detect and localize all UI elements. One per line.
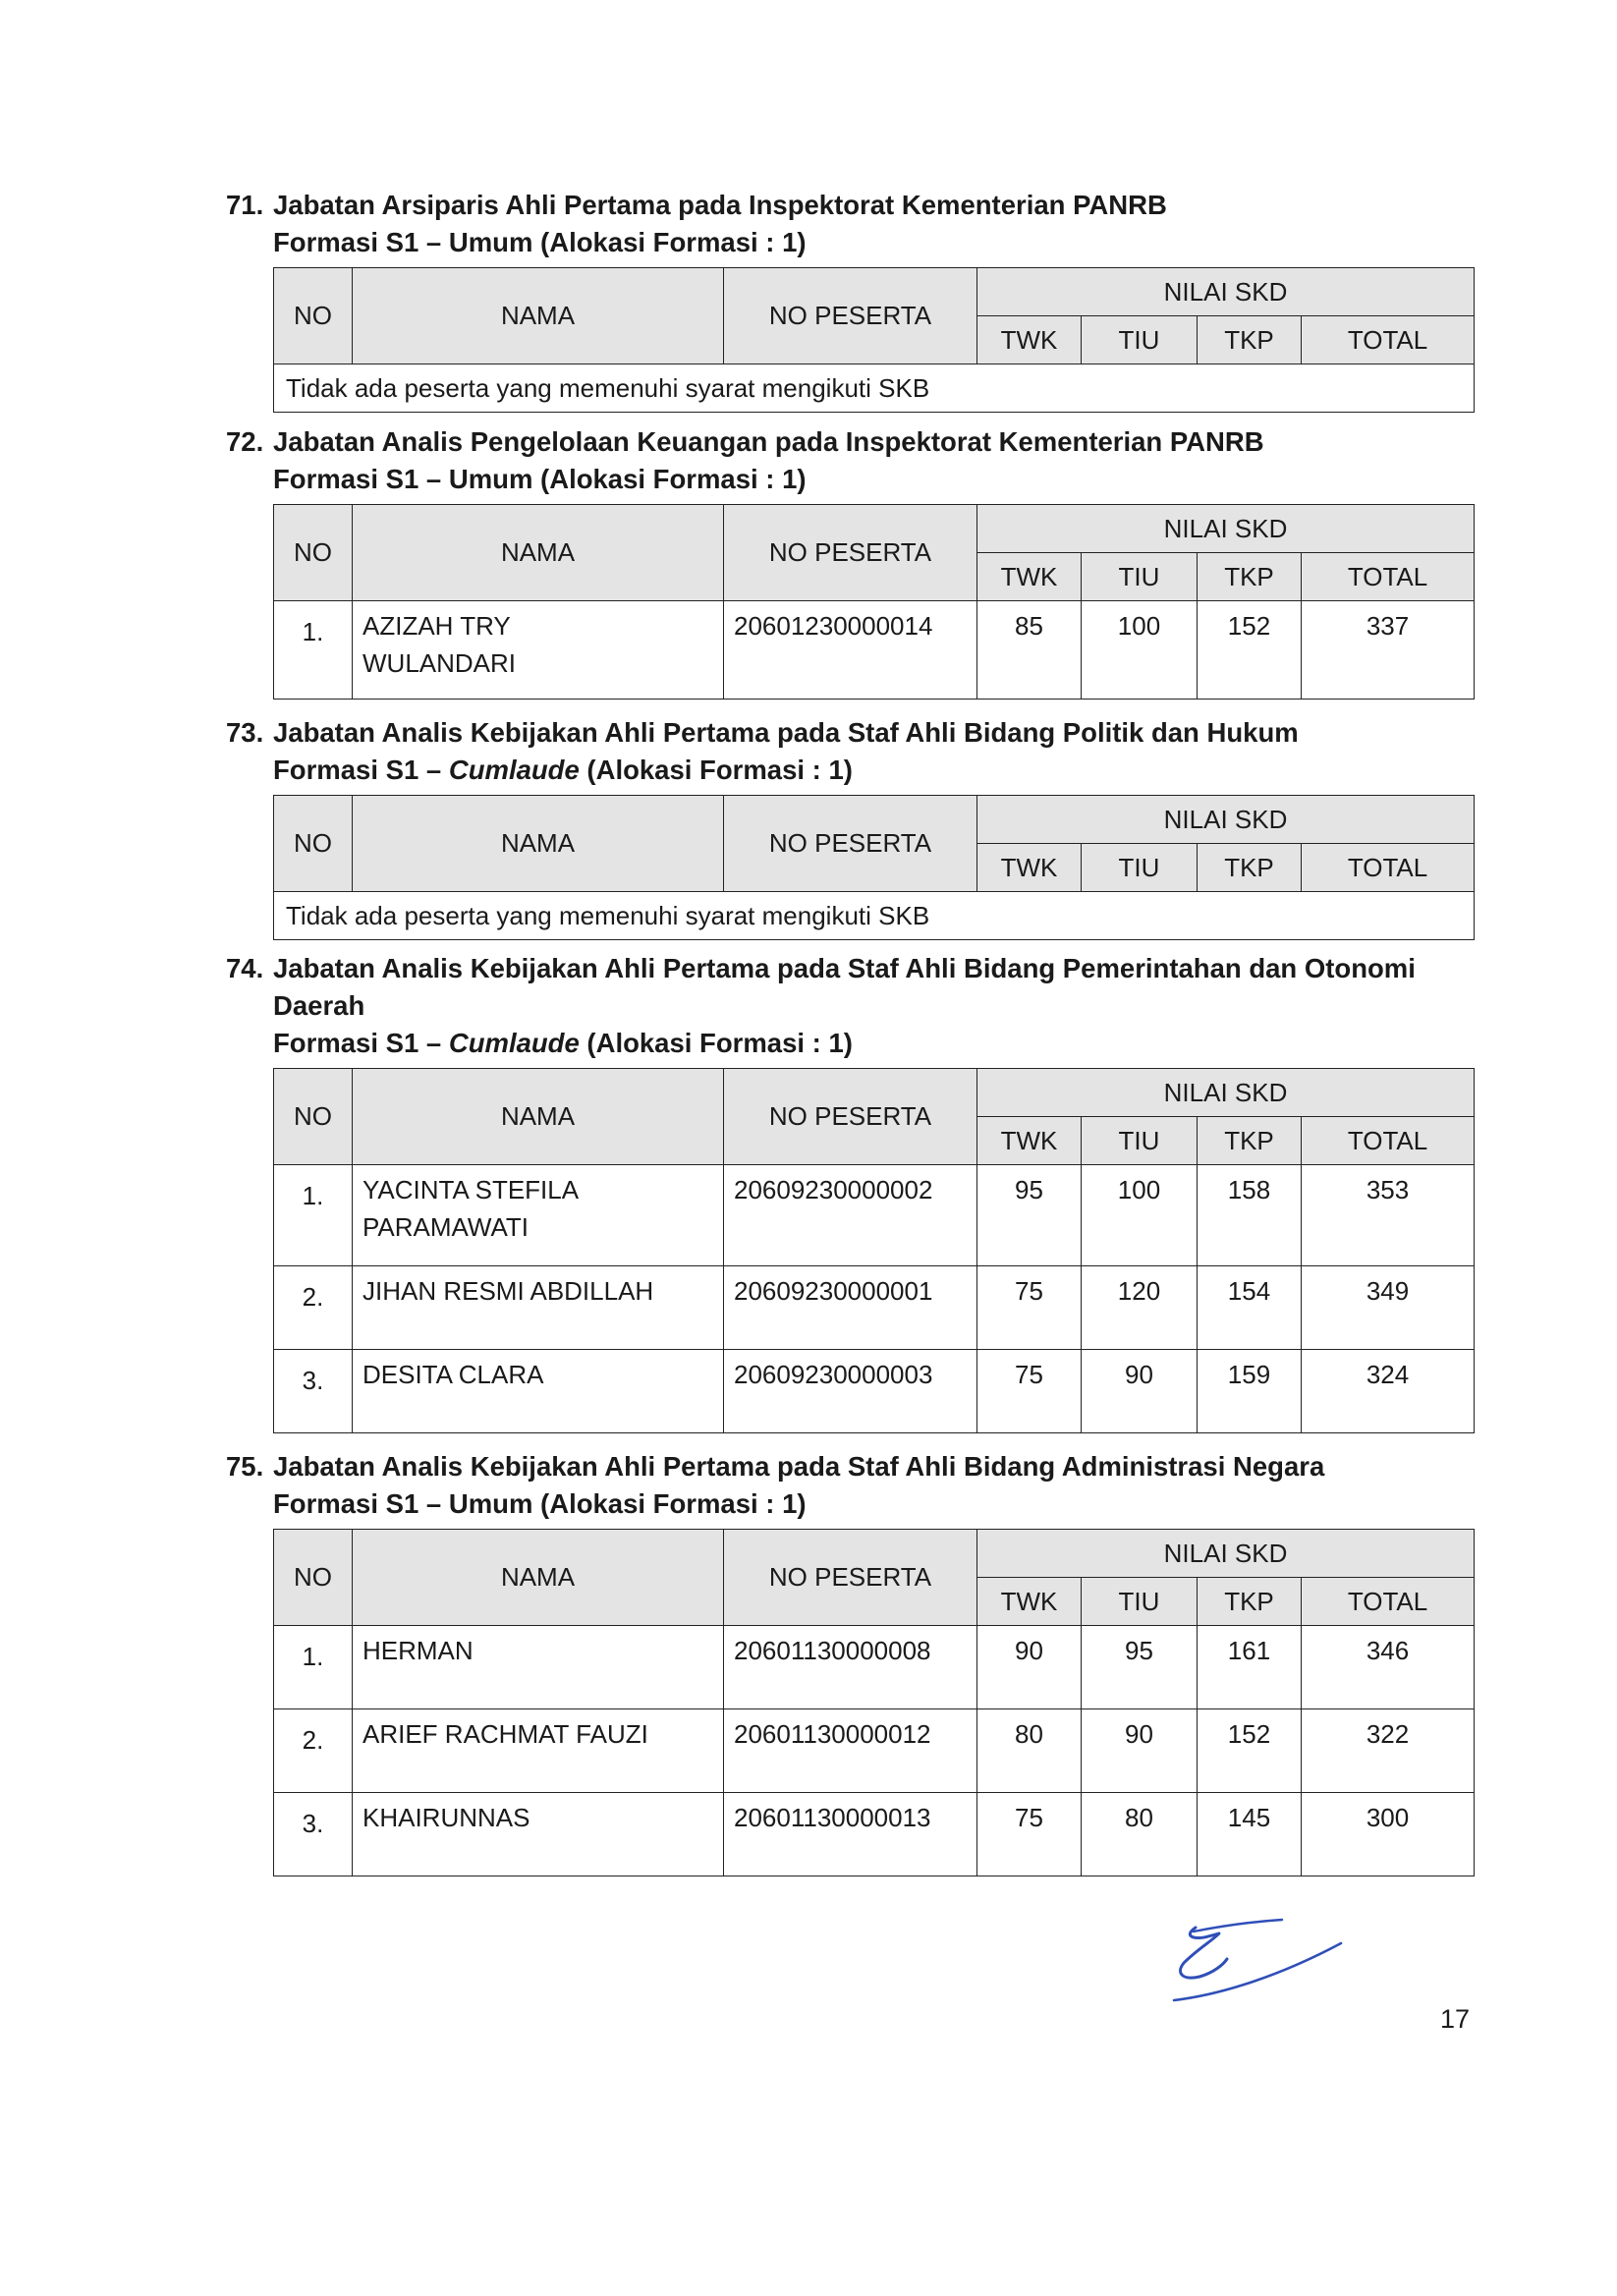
table-row [274,1350,1475,1433]
header-no: NO [274,505,353,601]
results-table [273,795,1475,940]
cell-tiu: 90 [1082,1709,1198,1793]
header-no: NO [274,1069,353,1165]
header-twk: TWK [977,1578,1082,1626]
cell-nama: HERMAN [353,1626,724,1709]
section-number: 74. [226,953,264,983]
section-title: Jabatan Arsiparis Ahli Pertama pada Inspektorat Kementerian PANRB [273,190,1167,220]
table-row [274,1626,1475,1709]
formasi-type: Cumlaude [448,755,580,785]
table-row [274,1266,1475,1350]
section-title-continued: Daerah [273,990,365,1021]
cell-tkp: 154 [1198,1266,1302,1350]
cell-tkp: 158 [1198,1165,1302,1266]
header-nama: NAMA [353,1530,724,1626]
cell-tkp: 161 [1198,1626,1302,1709]
header-twk: TWK [977,1117,1082,1165]
nama-line: WULANDARI [362,648,517,678]
results-table [273,504,1475,700]
cell-total: 324 [1302,1350,1475,1433]
formasi-type: Umum [448,227,533,257]
header-nilai-skd: NILAI SKD [977,268,1475,316]
cell-twk: 85 [977,601,1082,700]
header-tkp: TKP [1198,1578,1302,1626]
cell-tiu: 90 [1082,1350,1198,1433]
section-number: 75. [226,1451,264,1482]
table-row [274,1165,1475,1266]
cell-no-peserta: 20609230000003 [724,1350,977,1433]
formasi-line [226,224,1474,261]
cell-tiu: 120 [1082,1266,1198,1350]
formasi-prefix: Formasi S1 – [273,227,449,257]
header-tiu: TIU [1082,1578,1198,1626]
cell-twk: 80 [977,1709,1082,1793]
formasi-line [226,461,1474,498]
header-nilai-skd: NILAI SKD [977,796,1475,844]
header-tkp: TKP [1198,1117,1302,1165]
section-heading [226,423,1474,461]
cell-tkp: 145 [1198,1793,1302,1876]
cell-no: 1. [274,1626,353,1709]
formasi-prefix: Formasi S1 – [273,1488,449,1519]
cell-no: 2. [274,1266,353,1350]
signature-stroke [1194,1920,1282,1932]
header-nama: NAMA [353,1069,724,1165]
nama-line: YACINTA STEFILA [362,1175,580,1204]
cell-twk: 75 [977,1350,1082,1433]
header-twk: TWK [977,844,1082,892]
cell-tiu: 100 [1082,1165,1198,1266]
cell-total: 353 [1302,1165,1475,1266]
header-no: NO [274,268,353,364]
header-total: TOTAL [1302,1117,1475,1165]
formasi-type: Umum [448,464,533,494]
header-total: TOTAL [1302,553,1475,601]
header-total: TOTAL [1302,844,1475,892]
cell-twk: 75 [977,1793,1082,1876]
section-number: 72. [226,426,264,457]
header-no-peserta: NO PESERTA [724,796,977,892]
formasi-line [226,1025,1474,1062]
formasi-suffix: (Alokasi Formasi : 1) [579,755,853,785]
header-total: TOTAL [1302,316,1475,364]
section-heading [226,187,1474,224]
formasi-prefix: Formasi S1 – [273,1028,449,1058]
results-table [273,1529,1475,1876]
cell-tkp: 159 [1198,1350,1302,1433]
header-no-peserta: NO PESERTA [724,268,977,364]
formasi-suffix: (Alokasi Formasi : 1) [532,227,807,257]
cell-no: 3. [274,1793,353,1876]
header-tiu: TIU [1082,844,1198,892]
cell-no: 1. [274,1165,353,1266]
header-nama: NAMA [353,505,724,601]
formasi-suffix: (Alokasi Formasi : 1) [532,464,807,494]
header-tiu: TIU [1082,1117,1198,1165]
results-table [273,267,1475,413]
empty-message: Tidak ada peserta yang memenuhi syarat mengikuti SKB [274,892,1475,940]
signature-stroke [1181,1928,1227,1978]
header-twk: TWK [977,553,1082,601]
header-no-peserta: NO PESERTA [724,1069,977,1165]
cell-nama: ARIEF RACHMAT FAUZI [353,1709,724,1793]
cell-total: 346 [1302,1626,1475,1709]
section-heading [226,950,1474,1025]
cell-total: 300 [1302,1793,1475,1876]
header-nilai-skd: NILAI SKD [977,1069,1475,1117]
formasi-prefix: Formasi S1 – [273,755,449,785]
cell-twk: 95 [977,1165,1082,1266]
cell-no-peserta: 20609230000002 [724,1165,977,1266]
cell-twk: 75 [977,1266,1082,1350]
cell-no-peserta: 20601130000008 [724,1626,977,1709]
header-tkp: TKP [1198,844,1302,892]
signature-initial [1154,1916,1351,2024]
nama-line: AZIZAH TRY [362,611,511,641]
cell-no-peserta: 20601230000014 [724,601,977,700]
section-73 [226,714,1474,940]
cell-no: 1. [274,601,353,700]
cell-twk: 90 [977,1626,1082,1709]
header-total: TOTAL [1302,1578,1475,1626]
cell-no-peserta: 20601130000012 [724,1709,977,1793]
page-number: 17 [1440,2004,1471,2034]
formasi-suffix: (Alokasi Formasi : 1) [532,1488,807,1519]
formasi-line [226,1485,1474,1523]
section-title: Jabatan Analis Pengelolaan Keuangan pada Inspektorat Kementerian PANRB [273,426,1264,457]
cell-total: 337 [1302,601,1475,700]
formasi-type: Umum [448,1488,533,1519]
cell-total: 349 [1302,1266,1475,1350]
section-heading [226,714,1474,752]
cell-tiu: 80 [1082,1793,1198,1876]
formasi-type: Cumlaude [448,1028,580,1058]
header-tiu: TIU [1082,316,1198,364]
header-no: NO [274,1530,353,1626]
header-tkp: TKP [1198,316,1302,364]
section-heading [226,1448,1474,1485]
header-nilai-skd: NILAI SKD [977,505,1475,553]
header-no: NO [274,796,353,892]
cell-nama [353,1165,724,1266]
nama-line: PARAMAWATI [362,1212,529,1242]
formasi-line [226,752,1474,789]
cell-no-peserta: 20609230000001 [724,1266,977,1350]
cell-tkp: 152 [1198,1709,1302,1793]
section-title: Jabatan Analis Kebijakan Ahli Pertama pada Staf Ahli Bidang Administrasi Negara [273,1451,1325,1482]
header-twk: TWK [977,316,1082,364]
section-title: Jabatan Analis Kebijakan Ahli Pertama pada Staf Ahli Bidang Pemerintahan dan Otonomi [273,953,1416,983]
header-no-peserta: NO PESERTA [724,1530,977,1626]
cell-nama: JIHAN RESMI ABDILLAH [353,1266,724,1350]
table-row [274,1793,1475,1876]
table-row [274,1709,1475,1793]
cell-no: 3. [274,1350,353,1433]
table-row [274,601,1475,700]
cell-tiu: 100 [1082,601,1198,700]
formasi-suffix: (Alokasi Formasi : 1) [579,1028,853,1058]
section-number: 73. [226,717,264,748]
cell-nama [353,601,724,700]
header-tkp: TKP [1198,553,1302,601]
header-nilai-skd: NILAI SKD [977,1530,1475,1578]
section-74 [226,950,1474,1433]
section-number: 71. [226,190,264,220]
cell-nama: KHAIRUNNAS [353,1793,724,1876]
cell-no: 2. [274,1709,353,1793]
cell-tiu: 95 [1082,1626,1198,1709]
section-title: Jabatan Analis Kebijakan Ahli Pertama pada Staf Ahli Bidang Politik dan Hukum [273,717,1299,748]
cell-total: 322 [1302,1709,1475,1793]
header-nama: NAMA [353,268,724,364]
results-table [273,1068,1475,1433]
cell-no-peserta: 20601130000013 [724,1793,977,1876]
section-71 [226,187,1474,413]
header-nama: NAMA [353,796,724,892]
header-no-peserta: NO PESERTA [724,505,977,601]
header-tiu: TIU [1082,553,1198,601]
cell-nama: DESITA CLARA [353,1350,724,1433]
formasi-prefix: Formasi S1 – [273,464,449,494]
empty-message: Tidak ada peserta yang memenuhi syarat mengikuti SKB [274,364,1475,413]
section-72 [226,423,1474,700]
cell-tkp: 152 [1198,601,1302,700]
section-75 [226,1448,1474,1876]
signature-stroke [1174,1943,1341,2000]
